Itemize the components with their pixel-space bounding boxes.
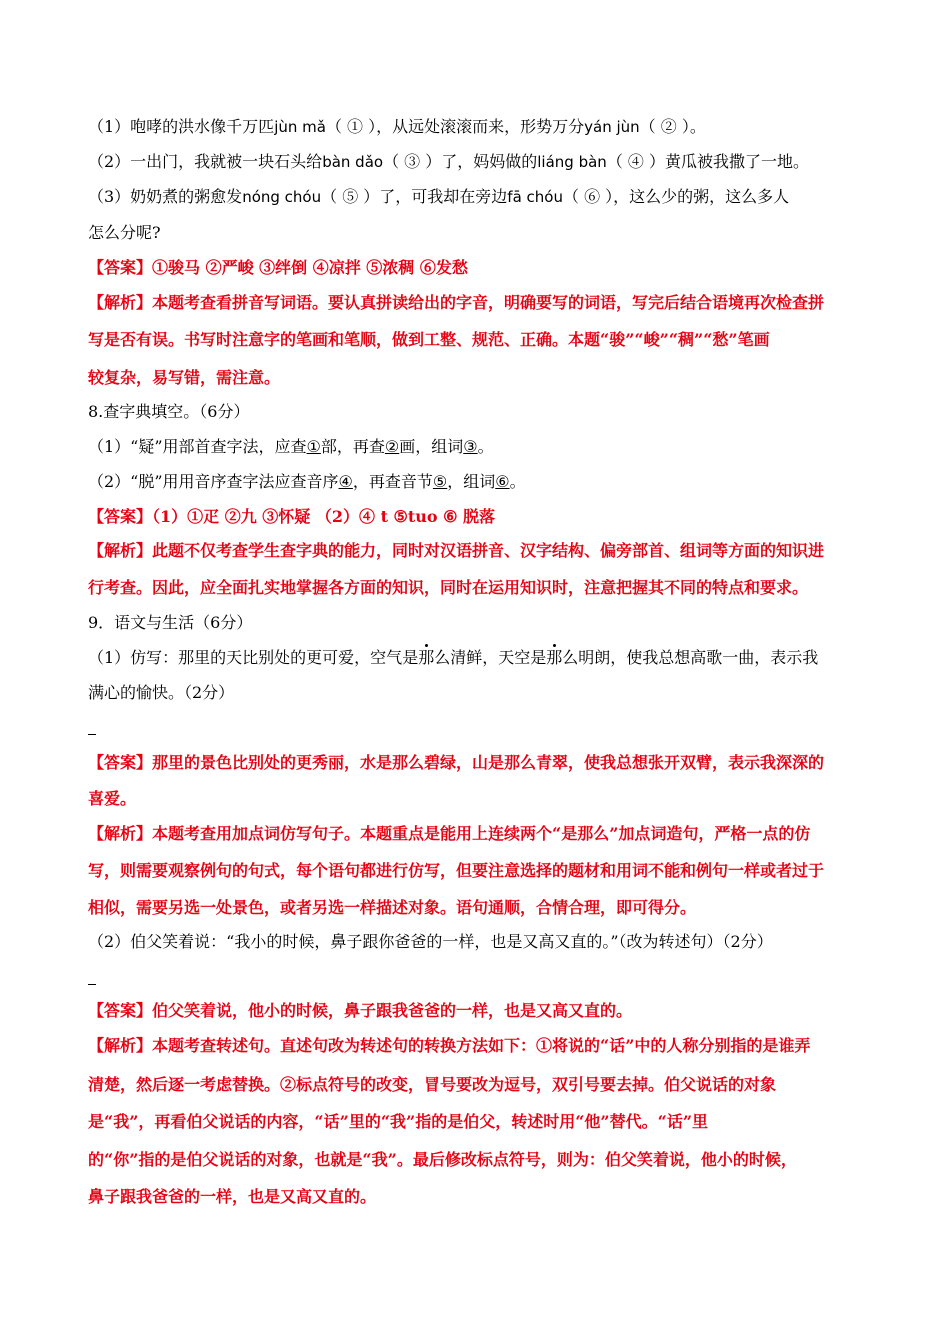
q9-analysis-2-line-1 [88,1036,810,1056]
q9-title: 9．语文与生活（6分） [88,613,253,632]
answer-line-2 [88,984,96,985]
q7-item-3-text: （3）奶奶煮的粥愈发 [88,187,243,206]
q9-part-1-text-2: 清鲜，天空 [450,648,531,667]
q7-item-2-text: （2）一出门，我就被一块石头给 [88,152,323,171]
q7-item-3-cont: 怎么分呢? [88,223,161,242]
answer-text: 那里的景色比别处的更秀丽，水是那么碧绿，山是那么青翠，使我总想张开双臂，表示我深深的 [152,753,825,772]
q7-item-1-text-2: （ ① ），从远处滚滚而来，形势万分 [325,117,585,136]
blank-3: ③ [463,437,478,456]
q9-analysis-1-line-1 [88,824,810,844]
pinyin-fachou: fā chóu [507,188,563,206]
analysis-text: 本题考查转述句。直述句改为转述句的转换方法如下：①将说的“话”中的人称分别指的是谁弄 [152,1036,811,1055]
pinyin-yanjun: yán jùn [584,118,640,136]
q7-item-1 [88,117,706,137]
blank-1: ① [306,437,321,456]
q7-item-2-text-3: （ ④ ）黄瓜被我撒了一地。 [606,152,809,171]
analysis-tag: 【解析】 [88,541,153,560]
q7-item-3-text-3: （ ⑥ ），这么少的粥，这么多人 [562,187,790,206]
analysis-tag: 【解析】 [88,1036,153,1055]
q7-item-3-text-2: （ ⑤ ）了，可我却在旁边 [321,187,508,206]
q9-analysis-2-line-4: 的“你”指的是伯父说话的对象，也就是“我”。最后修改标点符号，则为：伯父笑着说，他小的时候， [88,1150,797,1169]
q9-part-1-cont: 满心的愉快。（2分） [88,683,235,702]
blank-2: ② [384,437,400,456]
answer-tag: 【答案】 [88,258,153,277]
dotted-word-2: 是那么 [530,648,579,667]
emphasis-dots-2 [530,648,578,667]
q8-item-2-text-4: 。 [509,472,526,491]
pinyin-liangban: liáng bàn [537,153,607,171]
q8-analysis-line-1 [88,541,824,561]
q7-item-1-text: （1）咆哮的洪水像千万匹 [88,117,275,136]
answer-tag: 【答案】 [88,507,153,526]
analysis-text: 此题不仅考查学生查字典的能力，同时对汉语拼音、汉字结构、偏旁部首、组词等方面的知识进 [152,541,825,560]
answer-tag: 【答案】 [88,753,153,772]
q9-answer-2 [88,1001,632,1021]
answer-tag: 【答案】 [88,1001,153,1020]
q8-item-2 [88,472,526,492]
q8-item-1-text-2: 部，再查 [320,437,385,456]
answer-text: ①骏马 ②严峻 ③绊倒 ④凉拌 ⑤浓稠 ⑥发愁 [152,258,468,277]
blank-5: ⑤ [432,472,448,491]
dotted-word-1: 是那么 [402,648,451,667]
q7-answer [88,258,468,278]
q7-analysis-line-1 [88,293,824,313]
q8-title: 8.查字典填空。（6分） [88,402,250,421]
analysis-tag: 【解析】 [88,824,153,843]
q9-answer-1-line-2: 喜爱。 [88,789,137,808]
q7-item-2 [88,152,809,172]
q9-part-1 [88,648,818,668]
q8-item-1-text: （1）“疑”用部首查字法，应查 [88,437,307,456]
q8-analysis-line-2: 行考查。因此，应全面扎实地掌握各方面的知识，同时在运用知识时，注意把握其不同的特点和要求。 [88,578,809,597]
q8-answer [88,507,495,527]
q7-item-1-text-3: （ ② ）。 [639,117,706,136]
blank-6: ⑥ [495,472,510,491]
q8-item-1-text-3: 画，组词 [399,437,464,456]
q8-item-1-text-4: 。 [477,437,494,456]
q9-answer-1-line-1 [88,753,824,773]
q9-part-1-text: （1）仿写：那里的天比别处的更可爱，空气 [88,648,403,667]
pinyin-nongchou: nóng chóu [242,188,322,206]
answer-text: （1）①疋 ②九 ③怀疑 （2）④ t ⑤tuo ⑥ 脱落 [152,507,496,526]
pinyin-junma: jùn mǎ [274,118,326,136]
q9-analysis-1-line-3: 相似，需要另选一处景色，或者另选一样描述对象。语句通顺，合情合理，即可得分。 [88,898,697,917]
analysis-text: 本题考查用加点词仿写句子。本题重点是能用上连续两个“是那么”加点词造句，严格一点的仿 [152,824,811,843]
q9-analysis-2-line-3: 是“我”，再看伯父说话的内容，“话”里的“我”指的是伯父，转述时用“他”替代。“话”里 [88,1112,709,1131]
answer-text: 伯父笑着说，他小的时候，鼻子跟我爸爸的一样，也是又高又直的。 [152,1001,633,1020]
q7-item-2-text-2: （ ③ ）了，妈妈做的 [383,152,538,171]
q9-analysis-2-line-5: 鼻子跟我爸爸的一样，也是又高又直的。 [88,1187,377,1206]
q9-part-1-text-3: 明朗，使我总想高歌一曲，表示我 [578,648,819,667]
q8-item-1 [88,437,494,457]
pinyin-bandao: bàn dǎo [322,153,384,171]
emphasis-dots-1 [402,648,450,667]
q9-analysis-1-line-2: 写，则需要观察例句的句式，每个语句都进行仿写，但要注意选择的题材和用词不能和例句一样或者过于 [88,861,825,880]
q9-analysis-2-line-2: 清楚，然后逐一考虑替换。②标点符号的改变，冒号要改为逗号，双引号要去掉。伯父说话的对象 [88,1075,777,1094]
analysis-tag: 【解析】 [88,293,153,312]
q7-analysis-line-2: 写是否有误。书写时注意字的笔画和笔顺，做到工整、规范、正确。本题“骏”“峻”“稠”“愁”笔画 [88,330,770,349]
q9-part-2: （2）伯父笑着说：“我小的时候，鼻子跟你爸爸的一样，也是又高又直的。”（改为转述句）（2分） [88,932,773,951]
q7-analysis-line-3: 较复杂，易写错，需注意。 [88,368,281,387]
analysis-text: 本题考查看拼音写词语。要认真拼读给出的字音，明确要写的词语，写完后结合语境再次检查拼 [152,293,825,312]
q8-item-2-text: （2）“脱”用用音序查字法应查音序 [88,472,339,491]
blank-4: ④ [338,472,353,491]
answer-line-1 [88,734,96,735]
q7-item-3 [88,187,789,207]
q8-item-2-text-2: ，再查音节 [352,472,433,491]
q8-item-2-text-3: ，组词 [447,472,496,491]
